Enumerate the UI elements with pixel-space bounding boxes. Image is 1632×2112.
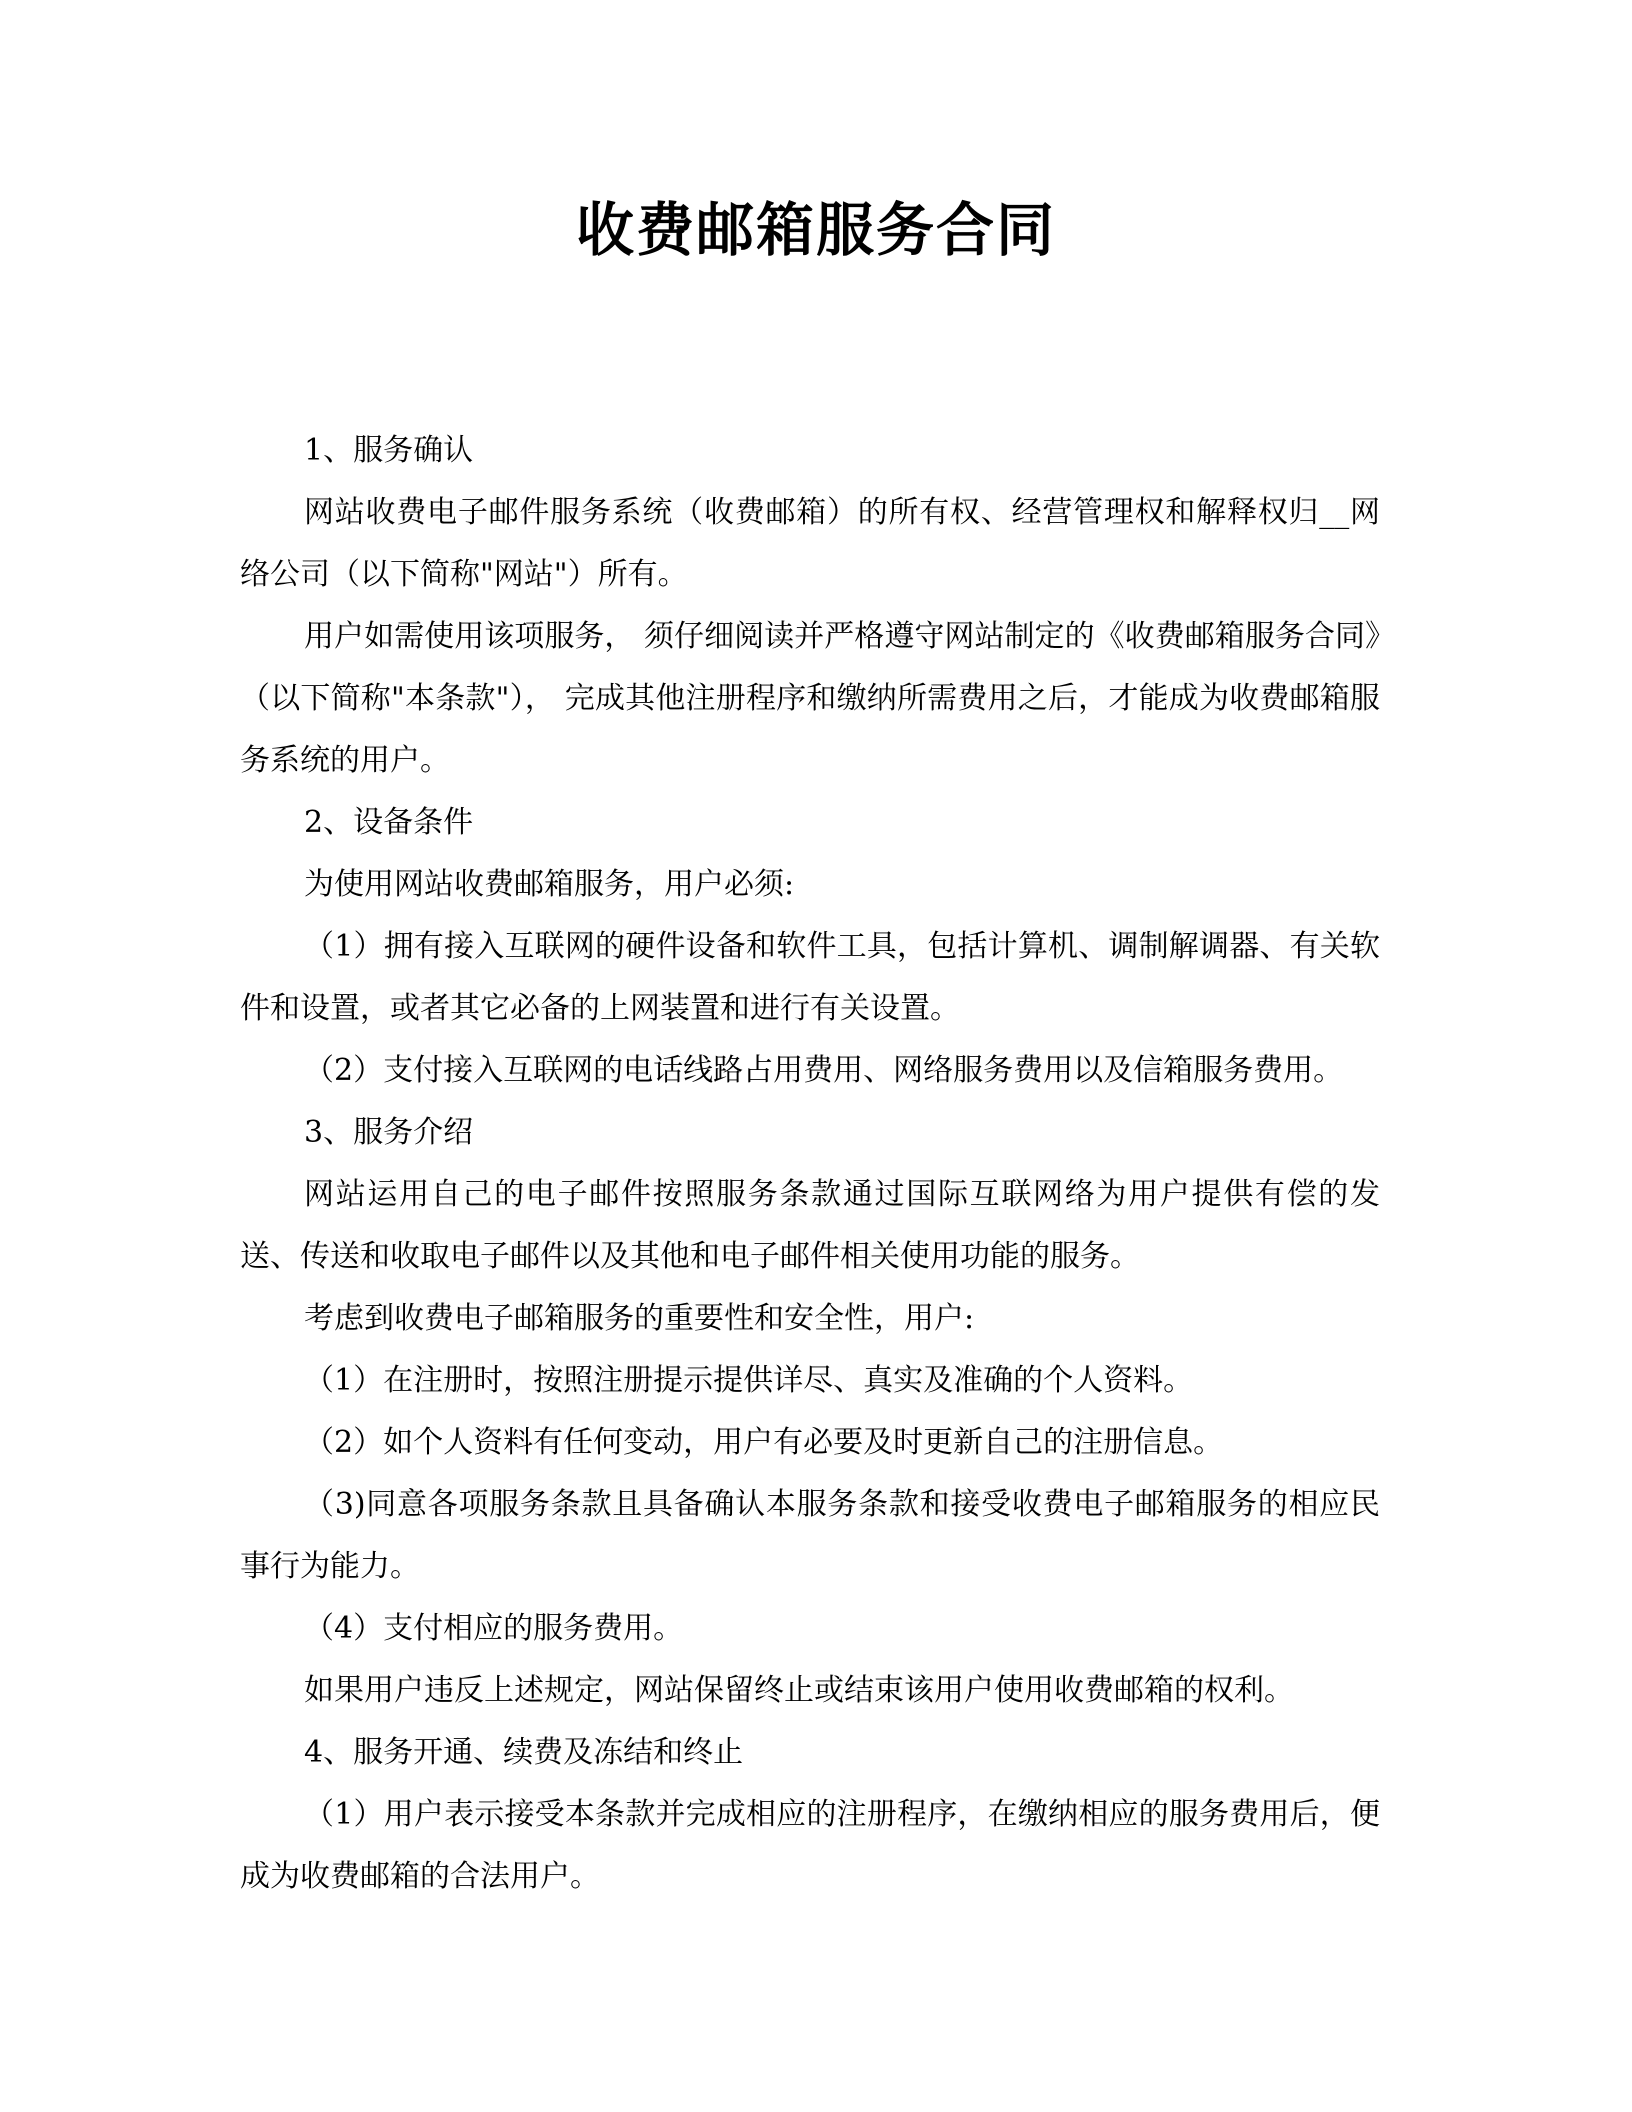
section-heading-2: 2、设备条件 (304, 805, 474, 840)
list-item: （4）支付相应的服务费用。 (304, 1611, 684, 1646)
document-title: 收费邮箱服务合同 (575, 196, 1056, 264)
list-item: （2）如个人资料有任何变动，用户有必要及时更新自己的注册信息。 (304, 1425, 1224, 1460)
paragraph: 考虑到收费电子邮箱服务的重要性和安全性，用户: (304, 1301, 975, 1336)
document-body (240, 420, 1380, 1908)
list-item: （1）拥有接入互联网的硬件设备和软件工具，包括计算机、调制解调器、有关软件和设置，或者其它必备的上网装置和进行有关设置。 (240, 929, 1380, 1026)
list-item: （3)同意各项服务条款且具备确认本服务条款和接受收费电子邮箱服务的相应民事行为能力。 (240, 1487, 1380, 1584)
paragraph: 为使用网站收费邮箱服务，用户必须: (304, 867, 795, 902)
paragraph: 用户如需使用该项服务， 须仔细阅读并严格遵守网站制定的《收费邮箱服务合同》（以下简称"本条款"）， 完成其他注册程序和缴纳所需费用之后，才能成为收费邮箱服务系统的用户。 (240, 619, 1380, 778)
section-heading-4: 4、服务开通、续费及冻结和终止 (304, 1735, 744, 1770)
paragraph: 网站运用自己的电子邮件按照服务条款通过国际互联网络为用户提供有偿的发送、传送和收取电子邮件以及其他和电子邮件相关使用功能的服务。 (240, 1177, 1380, 1274)
list-item: （1）用户表示接受本条款并完成相应的注册程序，在缴纳相应的服务费用后，便成为收费邮箱的合法用户。 (240, 1797, 1380, 1894)
paragraph: 网站收费电子邮件服务系统（收费邮箱）的所有权、经营管理权和解释权归__网络公司（以下简称"网站"）所有。 (240, 495, 1380, 592)
section-heading-3: 3、服务介绍 (304, 1115, 474, 1150)
section-heading-1: 1、服务确认 (304, 433, 474, 468)
list-item: （2）支付接入互联网的电话线路占用费用、网络服务费用以及信箱服务费用。 (304, 1053, 1344, 1088)
paragraph: 如果用户违反上述规定，网站保留终止或结束该用户使用收费邮箱的权利。 (304, 1673, 1294, 1708)
list-item: （1）在注册时，按照注册提示提供详尽、真实及准确的个人资料。 (304, 1363, 1194, 1398)
